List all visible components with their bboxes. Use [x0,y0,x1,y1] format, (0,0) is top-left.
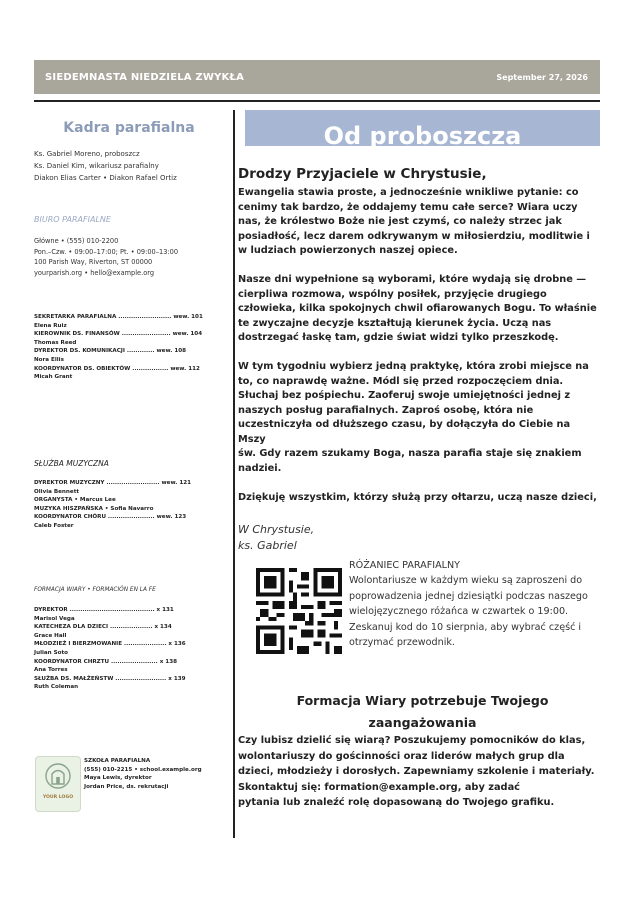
clergy-list [34,148,229,184]
music-role: KOORDYNATOR CHÓRU ...................... wew. 123 [34,514,187,521]
faith-role: KATECHEZA DLA DZIECI .................... x 134 [34,624,172,631]
faith-formation-text: Czy lubisz dzielić się wiarą? Poszukujemy pomocników do klas, wolontariuszy do gościnności oraz liderów małych grup dla dzieci, młodzieży i dorosłych. Zapewniamy szkolenie i materiały. Skontaktuj się: formation@example.org, aby zadać pytania lub znaleźć rolę dopasowaną do Twojego grafiku. [238,735,595,808]
staff-name: Nora Ellis [34,356,64,363]
school-contact: (555) 010-2215 • school.example.org [84,766,202,773]
letter-closing: W Chrystusie, [238,523,315,536]
header-bar [34,60,600,94]
bulletin-title: SIEDEMNASTA NIEDZIELA ZWYKŁA [45,71,245,83]
office-heading: BIURO PARAFIALNE [34,215,111,224]
faith-name: Julian Soto [34,649,68,656]
music-role: ORGANYSTA • Marcus Lee [34,497,116,504]
music-name: Caleb Foster [34,522,74,529]
music-role: MUZYKA HISZPAŃSKA • Sofia Navarro [34,505,154,512]
staff-role: KOORDYNATOR DS. OBIEKTÓW ................. wew. 112 [34,365,200,372]
letter-signature: ks. Gabriel [238,539,297,552]
staff-name: Elena Ruiz [34,322,67,329]
faith-name: Ruth Coleman [34,684,79,691]
faith-role: KOORDYNATOR CHRZTU ...................... x 138 [34,658,177,665]
staff-name: Thomas Reed [34,339,77,346]
staff-role: DYREKTOR DS. KOMUNIKACJI ............. wew. 108 [34,348,186,355]
faith-name: Grace Hall [34,632,67,639]
faith-name: Marisol Vega [34,615,75,622]
school-admissions: Jordan Price, ds. rekrutacji [84,783,169,790]
music-name: Olivia Bennett [34,488,80,495]
column-divider [233,110,235,838]
faith-formation-heading: Formacja Wiary potrzebuje Twojego zaangażowania [296,693,549,730]
office-address: 100 Parish Way, Riverton, ST 00000 [34,258,153,266]
school-logo [35,756,81,812]
clergy-heading: Kadra parafialna [63,120,195,136]
faith-heading: FORMACJA WIARY • FORMACIÓN EN LA FE [34,587,156,593]
letter-paragraph: Ewangelia stawia proste, a jednocześnie wnikliwe pytanie: co cenimy tak bardzo, że oddajemy temu całe serce? Wiara uczy nas, że królestwo Boże nie jest czymś, co należy strzec jak posiadłość, lecz darem odkrywanym w miłosierdziu, modlitwie i w ludziach powierzonych naszej opiece. [238,187,590,256]
letter-signoff [238,522,314,554]
letter-paragraph: Nasze dni wypełnione są wyborami, które wydają się drobne — cierpliwa rozmowa, wspólny posiłek, przyjęcie drugiego człowieka, kilka spokojnych chwil ofiarowanych Bogu. To właśnie te zwyczajne decyzje kształtują kierunek życia. Uczą nas dostrzegać łaskę tam, gdzie świat widzi tylko przeszkodę. [238,274,597,343]
bulletin-date: September 27, 2026 [496,72,588,82]
school-info [84,757,229,791]
header-divider [34,100,600,102]
clergy-line: Ks. Daniel Kim, wikariusz parafialny [34,162,159,170]
staff-directory [34,313,229,382]
pastor-banner-title: Od proboszcza [323,122,522,150]
clergy-line: Ks. Gabriel Moreno, proboszcz [34,150,140,158]
qr-code-icon[interactable] [256,568,342,654]
office-web: yourparish.org • hello@example.org [34,268,155,277]
staff-role: SEKRETARKA PARAFIALNA ......................... wew. 101 [34,314,203,320]
music-directory [34,479,229,531]
faith-role: SŁUŻBA DS. MAŁŻEŃSTW ........................ x 139 [34,675,186,682]
school-principal: Maya Lewis, dyrektor [84,775,152,782]
office-phone: Główne • (555) 010-2200 [34,237,119,245]
school-title: SZKOŁA PARAFIALNA [84,758,151,764]
rosary-title: RÓŻANIEC PARAFIALNY [349,560,461,571]
music-role: DYREKTOR MUZYCZNY ......................... wew. 121 [34,480,192,486]
letter-paragraph: Dziękuję wszystkim, którzy służą przy ołtarzu, uczą nasze dzieci, [238,491,597,503]
faith-directory [34,606,229,692]
pastor-letter [238,186,600,520]
staff-name: Micah Grant [34,374,73,381]
clergy-line: Diakon Elias Carter • Diakon Rafael Ortiz [34,174,177,182]
music-heading: SŁUŻBA MUZYCZNA [34,459,109,468]
pastor-banner [245,110,600,150]
office-hours: Pon.–Czw. • 09:00–17:00; Pt. • 09:00–13:00 [34,247,179,256]
letter-paragraph: W tym tygodniu wybierz jedną praktykę, która zrobi miejsce na to, co naprawdę ważne. Módl się przed rozpoczęciem dnia. Słuchaj bez pośpiechu. Zaoferuj swoje umiejętności jednej z naszych posług parafialnych. Zaproś osobę, która nie uczestniczyła od dłuższego czasu, by dołączyła do Ciebie na Mszy św. Gdy razem szukamy Boga, nasza parafia staje się znakiem nadziei. [238,361,589,474]
faith-name: Ana Torres [34,667,68,674]
office-info [34,236,229,278]
logo-text: YOUR LOGO [42,795,74,800]
rosary-text: Wolontariusze w każdym wieku są zaproszeni do poprowadzenia jednej dziesiątki podczas naszego wielojęzycznego różańca w czwartek o 19:00. Zeskanuj kod do 10 sierpnia, aby wybrać część i otrzymać przewodnik. [349,575,588,649]
church-icon [36,757,80,797]
faith-role: DYREKTOR ........................................ x 131 [34,607,174,613]
letter-greeting: Drodzy Przyjaciele w Chrystusie, [238,166,487,182]
faith-role: MŁODZIEŻ I BIERZMOWANIE .................... x 136 [34,641,186,648]
staff-role: KIEROWNIK DS. FINANSÓW ....................... wew. 104 [34,331,203,338]
rosary-notice [349,558,589,650]
